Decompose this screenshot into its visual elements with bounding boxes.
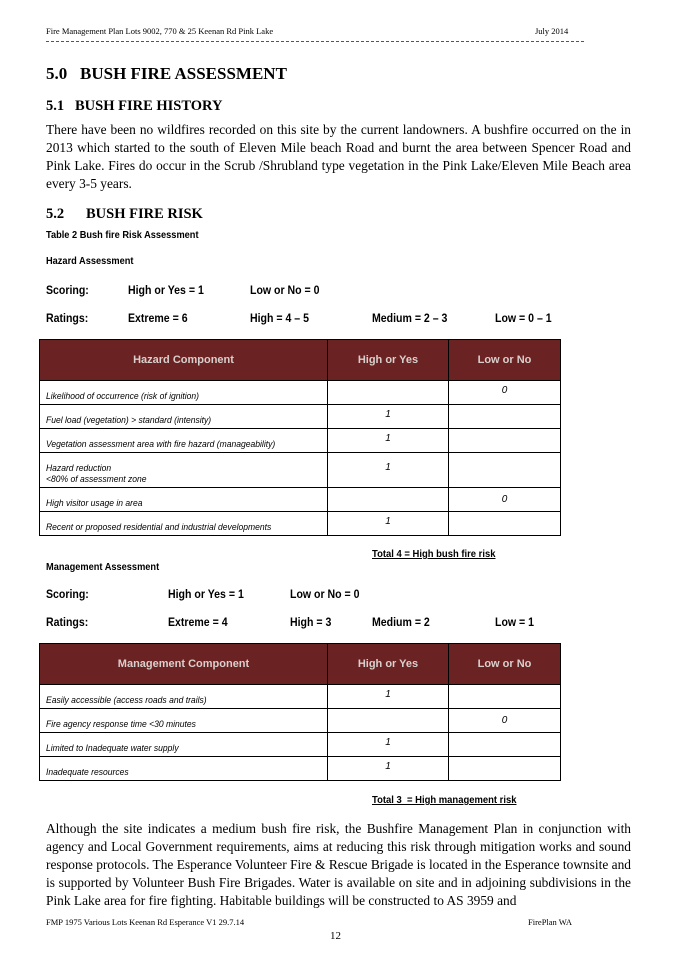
table-row bbox=[40, 488, 561, 512]
management-low-cell bbox=[449, 685, 561, 709]
hazard-component-text: Hazard reduction bbox=[46, 463, 112, 474]
page-number: 12 bbox=[330, 930, 341, 942]
history-paragraph: There have been no wildfires recorded on this site by the current landowners. A bushfire occurred on the in 2013 which started to the south of Eleven Mile beach Road and burnt the area between Spencer Road and Pink Lake. Fires do occur in the Scrub /Shrubland type vegetation in the Pink Lake/Eleven Mile Beach area every 3-5 years. bbox=[46, 122, 631, 191]
hazard-high-cell bbox=[328, 488, 449, 512]
management-rating-high: High = 3 bbox=[290, 615, 332, 629]
hazard-low-cell bbox=[449, 405, 561, 429]
hazard-component-text-line2: <80% of assessment zone bbox=[46, 474, 147, 485]
history-heading: 5.1 BUSH FIRE HISTORY bbox=[46, 98, 223, 114]
management-component-cell bbox=[40, 757, 328, 781]
closing-paragraph: Although the site indicates a medium bush fire risk, the Bushfire Management Plan in conjunction with agency and Local Government requirements, aims at reducing this risk through mitigation works and sound response protocols. The Esperance Volunteer Fire & Rescue Brigade is located in the Esperance townsite and is supported by Volunteer Bush Fire Brigades. Water is available on site and in adjoining subdivisions in the Pink Lake area for fire fighting. Habitable buildings will be constructed to AS 3959 and bbox=[46, 821, 631, 908]
running-header-date: July 2014 bbox=[535, 26, 569, 36]
management-high-cell: 1 bbox=[328, 733, 449, 757]
management-rating-extreme: Extreme = 4 bbox=[168, 615, 228, 629]
table-row bbox=[40, 429, 561, 453]
hazard-scoring-high: High or Yes = 1 bbox=[128, 283, 204, 297]
management-component-cell bbox=[40, 685, 328, 709]
hazard-component-cell bbox=[40, 488, 328, 512]
table-row bbox=[40, 512, 561, 536]
hazard-rating-medium: Medium = 2 – 3 bbox=[372, 311, 448, 325]
management-component-cell bbox=[40, 709, 328, 733]
hazard-component-text: Likelihood of occurrence (risk of ignition) bbox=[46, 391, 200, 402]
hazard-col-low: Low or No bbox=[449, 340, 561, 381]
management-scoring-high: High or Yes = 1 bbox=[168, 587, 244, 601]
hazard-high-cell: 1 bbox=[328, 405, 449, 429]
management-assessment-heading: Management Assessment bbox=[46, 561, 160, 573]
hazard-low-cell: 0 bbox=[449, 488, 561, 512]
hazard-col-high: High or Yes bbox=[328, 340, 449, 381]
hazard-scoring-label: Scoring: bbox=[46, 283, 89, 297]
hazard-rating-extreme: Extreme = 6 bbox=[128, 311, 188, 325]
hazard-table bbox=[39, 339, 561, 536]
hazard-ratings-label: Ratings: bbox=[46, 311, 89, 325]
hazard-low-cell bbox=[449, 429, 561, 453]
management-high-cell bbox=[328, 709, 449, 733]
risk-heading-number: 5.2 bbox=[46, 206, 65, 222]
hazard-rating-low: Low = 0 – 1 bbox=[495, 311, 552, 325]
management-rating-low: Low = 1 bbox=[495, 615, 535, 629]
risk-heading: BUSH FIRE RISK bbox=[86, 206, 203, 222]
hazard-component-cell bbox=[40, 381, 328, 405]
hazard-table-header bbox=[40, 340, 561, 381]
management-high-cell: 1 bbox=[328, 757, 449, 781]
management-total: Total 3 = High management risk bbox=[372, 794, 517, 806]
management-rating-medium: Medium = 2 bbox=[372, 615, 430, 629]
table-row bbox=[40, 453, 561, 488]
table-row bbox=[40, 709, 561, 733]
management-col-component: Management Component bbox=[40, 644, 328, 685]
management-low-cell bbox=[449, 733, 561, 757]
hazard-component-cell bbox=[40, 453, 328, 488]
table-row bbox=[40, 381, 561, 405]
running-header-title: Fire Management Plan Lots 9002, 770 & 25 Keenan Rd Pink Lake bbox=[46, 26, 274, 36]
hazard-low-cell bbox=[449, 453, 561, 488]
hazard-low-cell bbox=[449, 512, 561, 536]
management-component-text: Easily accessible (access roads and trails) bbox=[46, 695, 207, 706]
management-component-text: Fire agency response time <30 minutes bbox=[46, 719, 196, 730]
hazard-component-text: Vegetation assessment area with fire hazard (manageability) bbox=[46, 439, 276, 450]
management-component-text: Inadequate resources bbox=[46, 767, 129, 778]
hazard-high-cell: 1 bbox=[328, 429, 449, 453]
management-col-low: Low or No bbox=[449, 644, 561, 685]
management-component-text: Limited to Inadequate water supply bbox=[46, 743, 179, 754]
hazard-high-cell bbox=[328, 381, 449, 405]
table-caption: Table 2 Bush fire Risk Assessment bbox=[46, 229, 199, 241]
management-table bbox=[39, 643, 561, 781]
hazard-component-text: Recent or proposed residential and industrial developments bbox=[46, 522, 272, 533]
hazard-component-text: High visitor usage in area bbox=[46, 498, 143, 509]
hazard-component-cell bbox=[40, 512, 328, 536]
management-ratings-label: Ratings: bbox=[46, 615, 89, 629]
hazard-high-cell: 1 bbox=[328, 453, 449, 488]
table-row bbox=[40, 685, 561, 709]
table-row bbox=[40, 733, 561, 757]
hazard-total: Total 4 = High bush fire risk bbox=[372, 548, 496, 560]
hazard-component-cell bbox=[40, 405, 328, 429]
management-scoring-label: Scoring: bbox=[46, 587, 89, 601]
footer-company: FirePlan WA bbox=[528, 917, 572, 927]
hazard-component-text: Fuel load (vegetation) > standard (intensity) bbox=[46, 415, 212, 426]
management-table-header bbox=[40, 644, 561, 685]
management-low-cell: 0 bbox=[449, 709, 561, 733]
hazard-component-cell bbox=[40, 429, 328, 453]
management-low-cell bbox=[449, 757, 561, 781]
section-title: 5.0 BUSH FIRE ASSESSMENT bbox=[46, 64, 287, 83]
hazard-col-component: Hazard Component bbox=[40, 340, 328, 381]
hazard-assessment-heading: Hazard Assessment bbox=[46, 255, 134, 267]
hazard-rating-high: High = 4 – 5 bbox=[250, 311, 309, 325]
hazard-low-cell: 0 bbox=[449, 381, 561, 405]
footer-document-ref: FMP 1975 Various Lots Keenan Rd Esperance V1 29.7.14 bbox=[46, 917, 245, 927]
hazard-high-cell: 1 bbox=[328, 512, 449, 536]
header-divider bbox=[46, 41, 584, 42]
table-row bbox=[40, 405, 561, 429]
management-component-cell bbox=[40, 733, 328, 757]
management-scoring-low: Low or No = 0 bbox=[290, 587, 360, 601]
hazard-scoring-low: Low or No = 0 bbox=[250, 283, 320, 297]
management-col-high: High or Yes bbox=[328, 644, 449, 685]
management-high-cell: 1 bbox=[328, 685, 449, 709]
table-row bbox=[40, 757, 561, 781]
